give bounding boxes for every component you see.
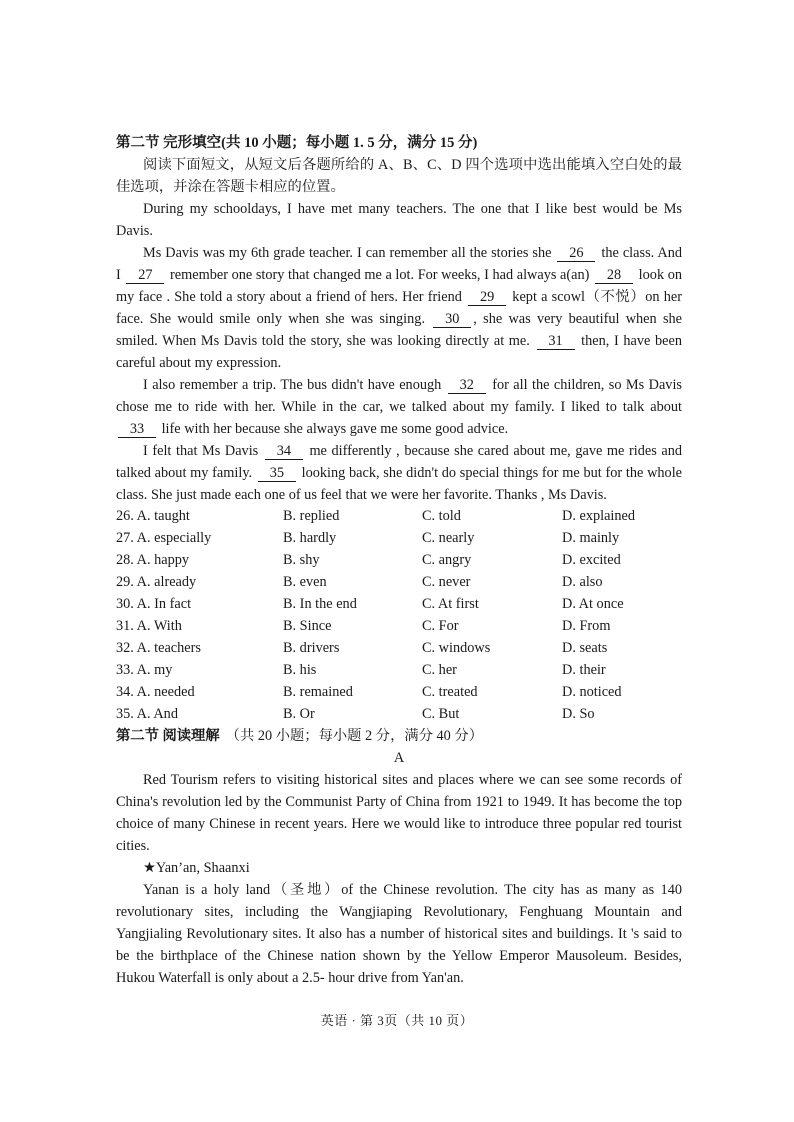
option-d: D. also (562, 574, 603, 590)
cloze-paragraph-1: During my schooldays, I have met many teachers. The one that I like best would be Ms Davis. (116, 201, 682, 239)
option-d: D. mainly (562, 530, 620, 546)
option-row (116, 505, 682, 527)
option-b: B. his (283, 662, 317, 678)
option-a: 31. A. With (116, 618, 182, 634)
blank-30: 30 (433, 311, 471, 328)
option-b: B. shy (283, 552, 320, 568)
option-a: 26. A. taught (116, 508, 190, 524)
option-d: D. their (562, 662, 606, 678)
passage-label: A (393, 750, 405, 766)
option-row (116, 659, 682, 681)
city-title: ★Yan’an, Shaanxi (143, 860, 250, 876)
option-row (116, 593, 682, 615)
cloze-section (116, 132, 682, 506)
reading-section (116, 725, 682, 989)
blank-34: 34 (265, 443, 303, 460)
cloze-options (116, 505, 682, 725)
option-b: B. In the end (283, 596, 357, 612)
option-d: D. seats (562, 640, 608, 656)
option-c: C. treated (422, 684, 478, 700)
cloze-paragraph-4: I felt that Ms Davis 34 me differently , because she cared about me, gave me rides and talked about my family. 35 looking back, she didn't do special things for me but for the whole class. She just made each one of us feel that we were her favorite. Thanks , Ms Davis. (116, 443, 683, 503)
blank-32: 32 (448, 377, 486, 394)
cloze-section-title: 第二节 完形填空(共 10 小题；每小题 1. 5 分，满分 15 分) (116, 135, 478, 151)
option-c: C. windows (422, 640, 491, 656)
option-c: C. told (422, 508, 461, 524)
option-d: D. excited (562, 552, 621, 568)
option-b: B. hardly (283, 530, 337, 546)
option-d: D. noticed (562, 684, 622, 700)
blank-28: 28 (595, 267, 633, 284)
option-row (116, 571, 682, 593)
option-b: B. remained (283, 684, 353, 700)
cloze-instructions: 阅读下面短文，从短文后各题所给的 A、B、C、D 四个选项中选出能填入空白处的最佳选项，并涂在答题卡相应的位置。 (116, 157, 682, 195)
option-b: B. Or (283, 706, 315, 722)
blank-31: 31 (537, 333, 575, 350)
option-row (116, 615, 682, 637)
option-a: 30. A. In fact (116, 596, 192, 612)
blank-27: 27 (126, 267, 164, 284)
option-row (116, 549, 682, 571)
option-row (116, 527, 682, 549)
option-b: B. drivers (283, 640, 340, 656)
option-row (116, 703, 682, 725)
option-row (116, 681, 682, 703)
option-a: 34. A. needed (116, 684, 195, 700)
option-c: C. For (422, 618, 459, 634)
option-c: C. But (422, 706, 460, 722)
option-d: D. From (562, 618, 611, 634)
option-c: C. her (422, 662, 457, 678)
blank-33: 33 (118, 421, 156, 438)
page-footer: 英语 · 第 3页（共 10 页） (320, 1013, 474, 1028)
option-a: 32. A. teachers (116, 640, 201, 656)
option-a: 28. A. happy (116, 552, 190, 568)
option-c: C. never (422, 574, 471, 590)
option-b: B. Since (283, 618, 332, 634)
option-d: D. At once (562, 596, 624, 612)
option-a: 29. A. already (116, 574, 197, 590)
reading-intro: Red Tourism refers to visiting historical sites and places where we can see some records of China's revolution led by the Communist Party of China from 1921 to 1949. It has become the top choice of many Chinese in recent years. Here we would like to introduce three popular red tourist cities. (116, 772, 682, 854)
option-d: D. So (562, 706, 595, 722)
reading-section-note: （共 20 小题；每小题 2 分，满分 40 分） (225, 728, 483, 744)
blank-29: 29 (468, 289, 506, 306)
option-b: B. replied (283, 508, 340, 524)
option-a: 33. A. my (116, 662, 173, 678)
cloze-paragraph-3: I also remember a trip. The bus didn't have enough 32 for all the children, so Ms Davis chose me to ride with her. While in the car, we talked about my family. I liked to talk about 33 life with her because she always gave me some good advice. (116, 377, 682, 437)
option-b: B. even (283, 574, 327, 590)
blank-26: 26 (557, 245, 595, 262)
option-c: C. angry (422, 552, 472, 568)
option-d: D. explained (562, 508, 636, 524)
option-a: 35. A. And (116, 706, 178, 722)
blank-35: 35 (258, 465, 296, 482)
city-description: Yanan is a holy land（圣地）of the Chinese revolution. The city has as many as 140 revolutionary sites, including the Wangjiaping Revolutionary, Fenghuang Mountain and Yangjialing Revolutionary sites. It also has a number of historical sites and buildings. It 's said to be the birthplace of the Chinese nation shown by the Yellow Emperor Mausoleum. Besides, Hukou Waterfall is only about a 2.5- hour drive from Yan'an. (116, 882, 682, 986)
cloze-paragraph-2: Ms Davis was my 6th grade teacher. I can remember all the stories she 26 the class. And I 27 remember one story that changed me a lot. For weeks, I had always a(an) 28 look on my face . She told a story about a friend of hers. Her friend 29 kept a scowl（不悦）on her face. She would smile only when she was singing. 30 , she was very beautiful when she smiled. When Ms Davis told the story, she was looking directly at me. 31 then, I have been careful about my expression. (116, 245, 683, 371)
option-c: C. At first (422, 596, 479, 612)
option-row (116, 637, 682, 659)
option-a: 27. A. especially (116, 530, 212, 546)
reading-section-title: 第二节 阅读理解 （共 20 小题；每小题 2 分，满分 40 分） (116, 728, 483, 744)
option-c: C. nearly (422, 530, 475, 546)
